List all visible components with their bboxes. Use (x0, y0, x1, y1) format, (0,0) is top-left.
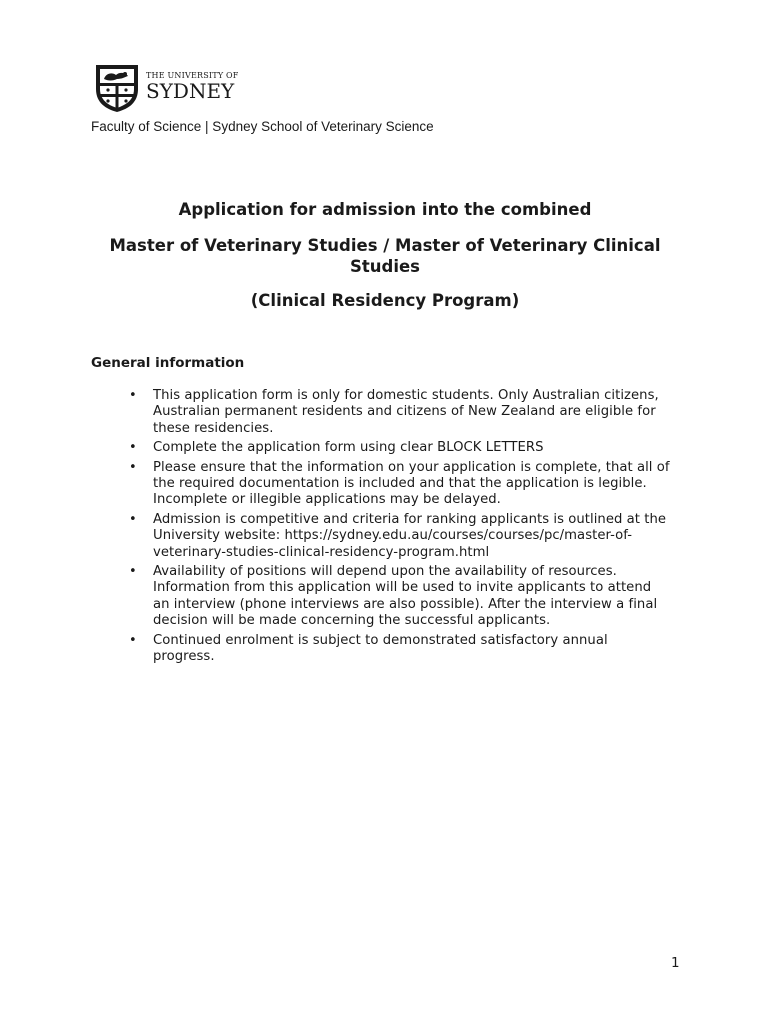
general-information-list (91, 388, 671, 669)
bullet-icon: • (129, 388, 137, 403)
bullet-icon: • (129, 632, 137, 648)
list-item-text: Please ensure that the information on your application is complete, that all of the required documentation is included and that the application is legible. Incomplete or illegible applications may be delayed. (153, 459, 670, 508)
list-item (91, 633, 671, 666)
list-item-text: Availability of positions will depend upon the availability of resources. Information from this application will be used to invite applicants to attend an interview (phone interviews are also possible). After the interview a final decision will be made concerning the successful applicants. (153, 564, 658, 629)
list-item-text: Admission is competitive and criteria for ranking applicants is outlined at the University website: https://sydney.edu.au/courses/courses/pc/master-of-veterinary-studies-clinical-residency-program.html (153, 511, 667, 560)
faculty-line: Faculty of Science | Sydney School of Veterinary Science (91, 119, 434, 134)
list-item (91, 388, 671, 437)
general-information-heading: General information (91, 355, 245, 371)
list-item (91, 564, 671, 630)
logo-line-sydney: SYDNEY (146, 79, 235, 103)
bullet-icon: • (129, 511, 137, 527)
university-logo (94, 63, 239, 113)
bullet-icon: • (129, 440, 137, 456)
page-number: 1 (671, 955, 680, 971)
list-item (91, 440, 671, 456)
list-item (91, 460, 671, 509)
title-line-3: (Clinical Residency Program) (250, 291, 520, 310)
bullet-icon: • (129, 459, 137, 475)
title-line-1: Application for admission into the combined (178, 200, 592, 219)
list-item-text: Continued enrolment is subject to demonstrated satisfactory annual progress. (153, 632, 608, 665)
university-crest-icon (94, 63, 140, 113)
list-item-text: This application form is only for domestic students. Only Australian citizens, Australian permanent residents and citizens of New Zealand are eligible for these residencies. (153, 388, 659, 436)
bullet-icon: • (129, 564, 137, 580)
title-line-2: Master of Veterinary Studies / Master of Veterinary Clinical Studies (109, 236, 661, 276)
list-item (91, 512, 671, 561)
list-item-text: Complete the application form using clear BLOCK LETTERS (153, 440, 544, 456)
logo-line-university-of: THE UNIVERSITY OF (146, 71, 239, 80)
